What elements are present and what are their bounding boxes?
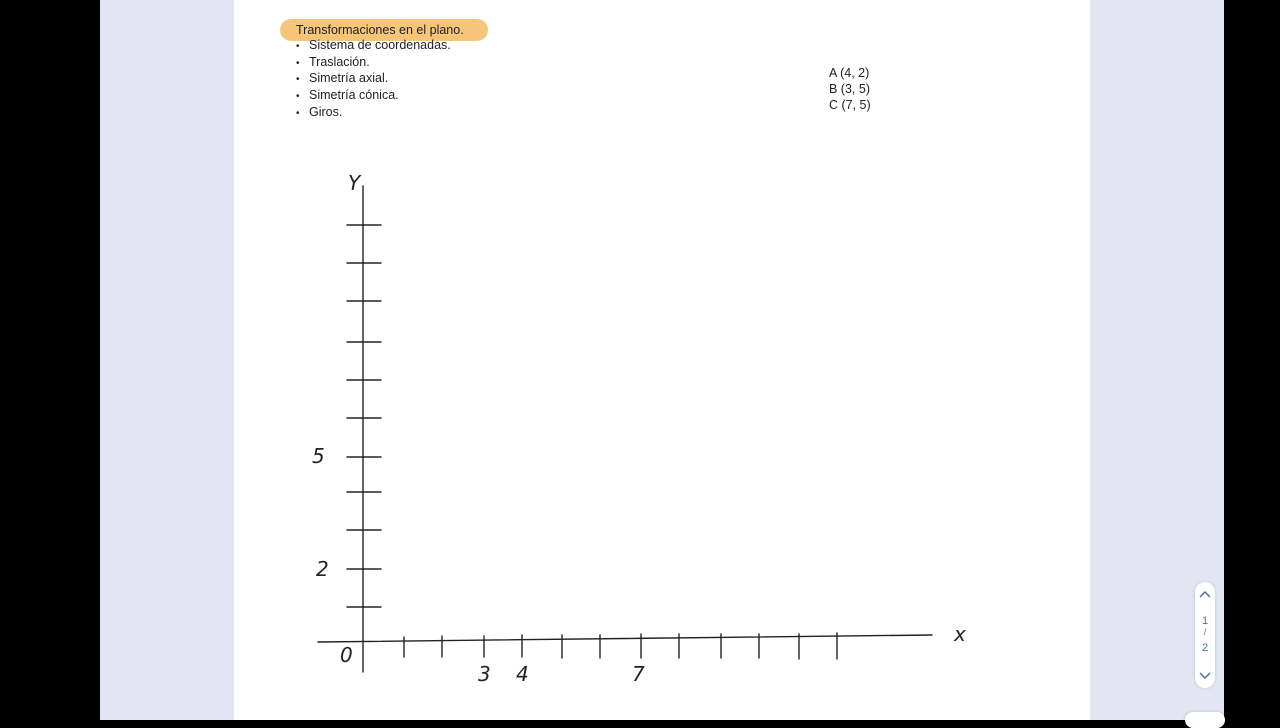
bullet-icon: • bbox=[296, 57, 300, 69]
chevron-down-icon[interactable] bbox=[1195, 666, 1215, 686]
bullet-icon: • bbox=[296, 41, 300, 52]
page-navigator bbox=[1195, 582, 1215, 688]
point-b: B (3, 5) bbox=[829, 82, 870, 96]
total-pages: 2 bbox=[1201, 642, 1209, 654]
bullet-icon: • bbox=[296, 91, 300, 103]
x-tick-label: 4 bbox=[516, 662, 529, 686]
x-axis-line bbox=[318, 635, 932, 642]
x-axis-label: x bbox=[954, 622, 966, 646]
floating-action-button[interactable] bbox=[1185, 712, 1225, 728]
bullet-icon: • bbox=[296, 74, 300, 86]
topic-title: Transformaciones en el plano. bbox=[280, 19, 488, 41]
origin-label: 0 bbox=[340, 643, 353, 667]
list-item: • Giros. bbox=[296, 105, 451, 122]
page-separator: / bbox=[1203, 627, 1207, 637]
point-a: A (4, 2) bbox=[829, 66, 870, 80]
point-c: C (7, 5) bbox=[829, 98, 871, 112]
y-axis-label: Y bbox=[348, 171, 361, 195]
list-item: • Sistema de coordenadas. bbox=[296, 38, 451, 55]
list-item: • Simetría axial. bbox=[296, 71, 451, 88]
list-item: • Traslación. bbox=[296, 55, 451, 72]
bullet-icon: • bbox=[296, 107, 300, 119]
current-page-number: 1 bbox=[1201, 615, 1209, 627]
chevron-up-icon[interactable] bbox=[1195, 584, 1215, 604]
x-tick-label: 3 bbox=[478, 662, 491, 686]
x-tick-label: 7 bbox=[632, 662, 645, 686]
list-item: • Simetría cónica. bbox=[296, 88, 451, 105]
y-tick-label: 2 bbox=[316, 557, 329, 581]
y-tick-label: 5 bbox=[312, 444, 325, 468]
